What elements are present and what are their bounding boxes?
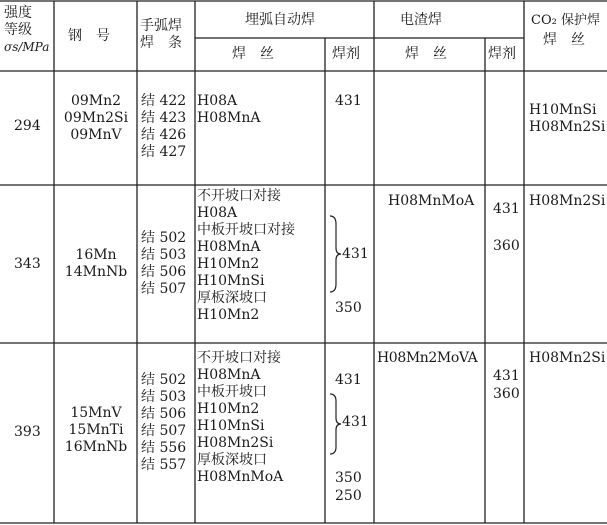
row2-electrode-4: 结 507 [141, 281, 187, 297]
row1-electrode-1: 结 422 [141, 93, 187, 109]
header-steel: 钢 号 [68, 28, 110, 44]
row1-steel-3: 09MnV [70, 127, 122, 143]
row1-steel-2: 09Mn2Si [63, 110, 129, 126]
row2-es-wire: H08MnMoA [388, 193, 475, 209]
row3-co2-wire: H08Mn2Si [529, 350, 606, 366]
row3-sa-wire-8: H08MnMoA [197, 469, 284, 485]
row1-sa-wire [197, 93, 261, 127]
row3-sa-wire-5: H10MnSi [197, 418, 265, 434]
row2-es-flux-1: 431 [493, 201, 520, 217]
row2-steel [56, 247, 136, 281]
row1-co2-wire-2: H08Mn2Si [529, 119, 606, 135]
row1-electrode [141, 93, 186, 161]
row3-sa-wire-3: 中板开坡口 [197, 384, 267, 400]
row3-sa-wire-7: 厚板深坡口 [197, 452, 267, 468]
row2-sa-wire [197, 188, 295, 324]
row2-sa-wire-1: 不开坡口对接 [197, 188, 281, 204]
row1-steel [56, 93, 136, 144]
header-electroslag: 电渣焊 [400, 12, 442, 28]
row2-co2-wire: H08Mn2Si [529, 193, 606, 209]
row2-strength: 343 [14, 256, 41, 272]
row3-sa-flux-1: 431 [335, 372, 362, 388]
row2-sa-wire-4: H08MnA [197, 239, 261, 255]
row3-sa-flux-3: 350 [335, 470, 362, 486]
row3-brace [326, 392, 342, 456]
row3-electrode-1: 结 502 [141, 372, 187, 388]
row3-steel [56, 405, 136, 456]
row3-electrode-5: 结 556 [141, 440, 187, 456]
row2-steel-1: 16Mn [75, 247, 117, 263]
row1-sa-wire-2: H08MnA [197, 110, 261, 126]
row1-steel-1: 09Mn2 [70, 93, 122, 109]
row3-electrode-4: 结 507 [141, 423, 187, 439]
header-manual-arc [140, 18, 195, 52]
row2-electrode [141, 230, 186, 298]
row2-sa-wire-3: 中板开坡口对接 [197, 222, 295, 238]
row2-brace [326, 214, 342, 294]
row2-sa-wire-6: H10MnSi [197, 273, 265, 289]
row3-electrode-3: 结 506 [141, 406, 187, 422]
row3-sa-wire-2: H08MnA [197, 367, 261, 383]
header-manual-arc-line2: 焊 条 [140, 35, 182, 51]
header-strength-line2: 等级 [4, 22, 32, 38]
header-strength-line1: 强度 [4, 5, 32, 21]
header-es-wire: 焊 丝 [405, 46, 447, 62]
row3-steel-1: 15MnV [70, 405, 122, 421]
row3-sa-wire-6: H08Mn2Si [197, 435, 274, 451]
header-sa-flux: 焊剂 [332, 46, 360, 62]
row3-steel-3: 16MnNb [64, 439, 128, 455]
row2-sa-wire-5: H10Mn2 [197, 256, 260, 272]
row3-sa-wire [197, 350, 283, 486]
row3-es-flux-1: 431 [493, 368, 520, 384]
row3-steel-2: 15MnTi [68, 422, 124, 438]
row1-co2-wire [529, 102, 605, 136]
row2-es-flux-2: 360 [493, 238, 520, 254]
row1-sa-wire-1: H08A [197, 93, 238, 109]
row3-sa-wire-4: H10Mn2 [197, 401, 260, 417]
header-manual-arc-line1: 手弧焊 [140, 18, 182, 34]
header-strength-line3: σs/MPa [4, 40, 50, 54]
row1-electrode-2: 结 423 [141, 110, 187, 126]
row2-sa-flux-2: 350 [335, 300, 362, 316]
header-sa-wire: 焊 丝 [232, 46, 274, 62]
header-co2: CO₂ 保护焊 [531, 13, 600, 28]
row3-electrode-6: 结 557 [141, 457, 187, 473]
row2-sa-flux-1: 431 [342, 246, 369, 262]
row3-es-wire: H08Mn2MoVA [377, 350, 478, 366]
row3-strength: 393 [14, 424, 41, 440]
row3-sa-wire-1: 不开坡口对接 [197, 350, 281, 366]
row2-sa-wire-2: H08A [197, 205, 238, 221]
row1-sa-flux: 431 [335, 93, 362, 109]
row2-steel-2: 14MnNb [64, 264, 128, 280]
header-strength [4, 5, 52, 56]
header-submerged-arc: 埋弧自动焊 [245, 12, 315, 28]
row3-sa-flux-4: 250 [335, 488, 362, 504]
row2-electrode-1: 结 502 [141, 230, 187, 246]
row1-co2-wire-1: H10MnSi [529, 102, 597, 118]
row3-electrode-2: 结 503 [141, 389, 187, 405]
header-es-flux: 焊剂 [488, 46, 516, 62]
row2-electrode-3: 结 506 [141, 264, 187, 280]
row3-sa-flux-2: 431 [342, 414, 369, 430]
row3-es-flux-2: 360 [493, 386, 520, 402]
row1-strength: 294 [14, 118, 41, 134]
row3-electrode [141, 372, 186, 474]
header-co2-wire: 焊 丝 [543, 32, 585, 48]
row1-electrode-3: 结 426 [141, 127, 187, 143]
row2-sa-wire-8: H10Mn2 [197, 307, 260, 323]
row2-sa-wire-7: 厚板深坡口 [197, 290, 267, 306]
row2-electrode-2: 结 503 [141, 247, 187, 263]
row1-electrode-4: 结 427 [141, 144, 187, 160]
